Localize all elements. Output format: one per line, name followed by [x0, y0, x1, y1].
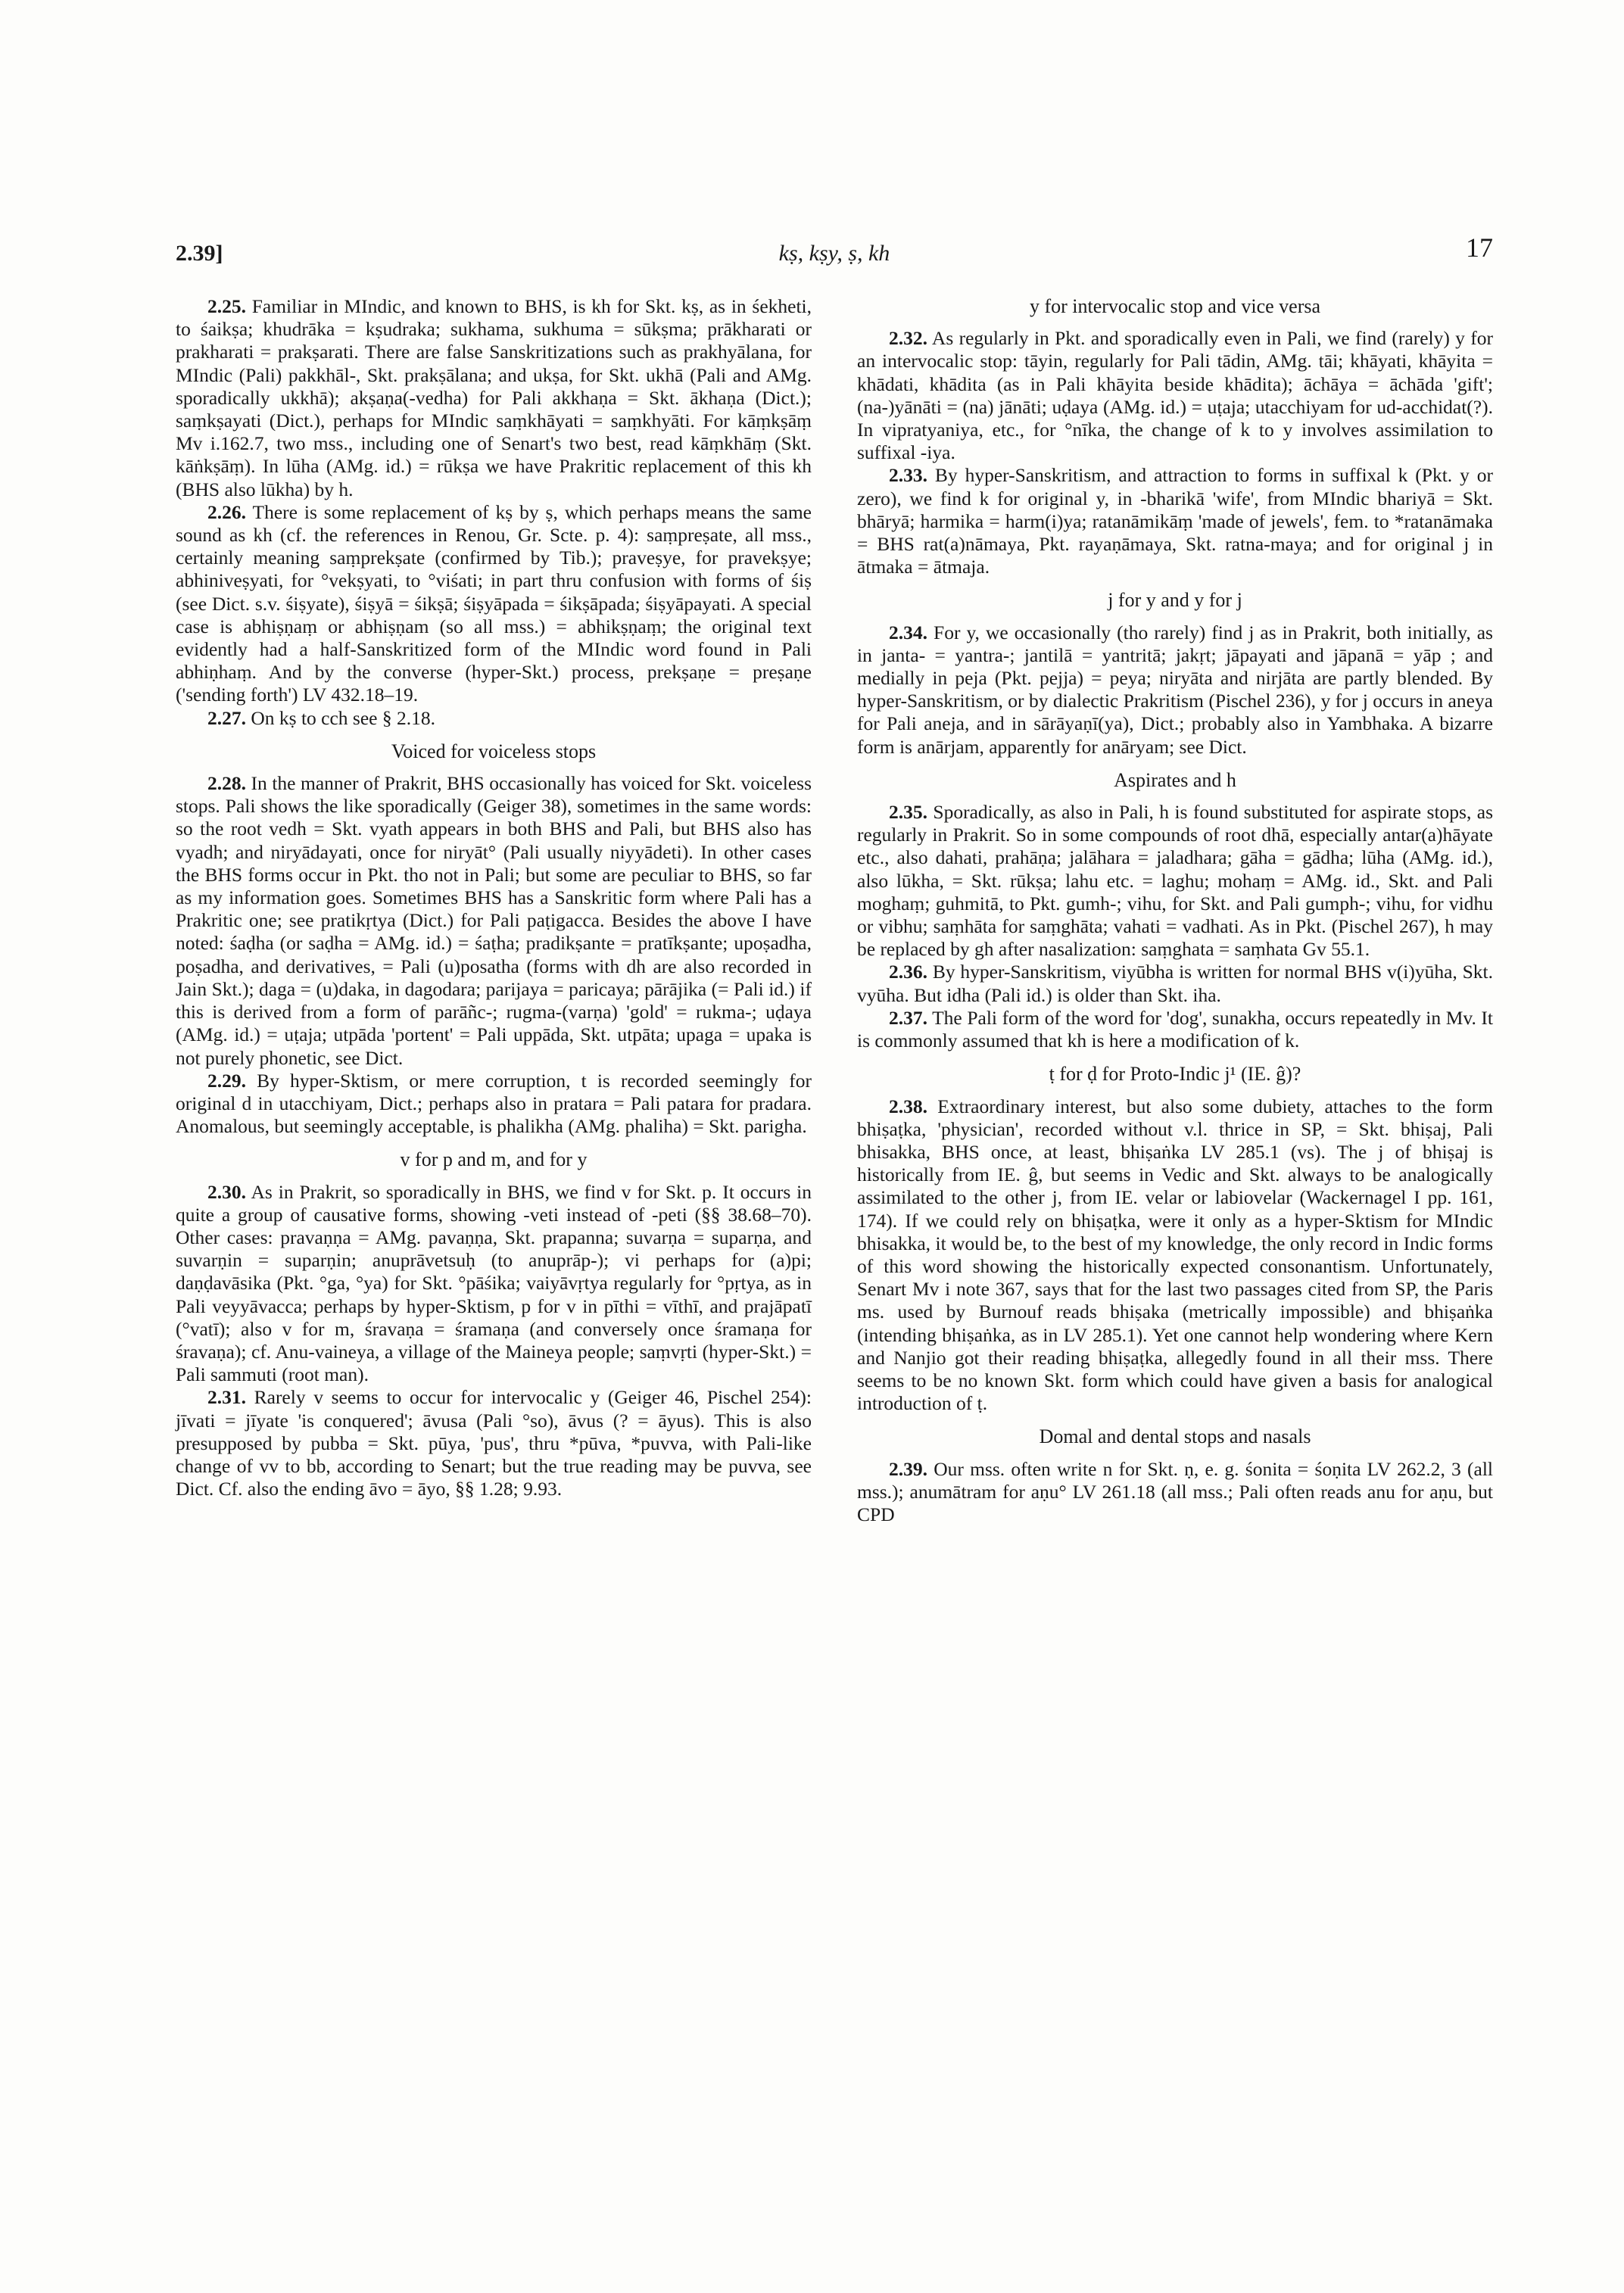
paragraph-number: 2.34. — [889, 621, 927, 643]
paragraph — [857, 961, 1493, 1006]
paragraph — [176, 772, 812, 1070]
paragraph-text: There is some replacement of kṣ by ṣ, which perhaps means the same sound as kh (cf. the references in Renou, Gr. Scte. p. 4): saṃpreṣate, all mss., certainly meaning saṃprekṣate (confirmed by Tib.); praveṣye, for pravekṣye; abhiniveṣyati, for °vekṣyati, to °viśati; in part thru confusion with forms of śiṣ (see Dict. s.v. śiṣyate), śiṣyā = śikṣā; śiṣyāpada = śikṣāpada; śiṣyāpayati. A special case is abhiṣṇaṃ or abhiṣṇam (so all mss.) = abhikṣṇaṃ; the original text evidently had a half-Sanskritized form of the MIndic word found in Pali abhiṇhaṃ. And by the converse (hyper-Skt.) process, prekṣaṇe = preṣaṇe ('sending forth') LV 432.18–19. — [176, 500, 812, 706]
paragraph — [176, 295, 812, 501]
paragraph-text: In the manner of Prakrit, BHS occasionally has voiced for Skt. voiceless stops. Pali shows the like sporadically (Geiger 38), sometimes in the same words: so the root vedh = Skt. vyath appears in both BHS and Pali, but BHS also has vyadh; and niryādayati, once for niryāt° (Pali usually niyyādeti). In other cases the BHS forms occur in Pkt. tho not in Pali; but some are peculiar to BHS, so far as my information goes. Sometimes BHS has a Sanskritic form where Pali has a Prakritic one; see pratikṛtya (Dict.) for Pali paṭigacca. Besides the above I have noted: śaḍha (or saḍha = AMg. id.) = śaṭha; pradikṣante = pratīkṣante; upoṣadha, poṣadha, and derivatives, = Pali (u)posatha (forms with dh are also recorded in Jain Skt.); daga = (u)daka, in dagodara; parijaya = paricaya; pārājika (= Pali id.) if this is derived from a form of parāñc-; rugma-(varṇa) 'gold' = rukma-; uḍaya (AMg. id.) = uṭaja; utpāda 'portent' = Pali uppāda, Skt. utpāta; upaga = upaka is not purely phonetic, see Dict. — [176, 772, 812, 1069]
paragraph-text: Extraordinary interest, but also some dubiety, attaches to the form bhiṣaṭka, 'physician', recorded without v.l. thrice in SP, = Skt. bhiṣaj, Pali bhisakka, BHS once, at least, bhiṣaṅka LV 285.1 (vs). The j of bhiṣaj is historically from IE. ĝ, but seems in Vedic and Skt. always to be analogically assimilated to the other j, from IE. velar or labiovelar (Wackernagel I pp. 161, 174). If we could rely on bhiṣaṭka, were it only as a hyper-Sktism for MIndic bhisakka, it would be, to the best of my knowledge, the only record in Indic forms of this word showing the historically expected consonantism. Unfortunately, Senart Mv i note 367, says that for the last two passages cited from SP, the Paris ms. used by Burnouf reads bhiṣaka (metrically impossible) and bhiṣaṅka (intending bhiṣaṅka, as in LV 285.1). Yet one cannot help wondering where Kern and Nanjio got their reading bhiṣaṭka, allegedly found in all their mss. There seems to be no known Skt. form which could have given a basis for analogical introduction of ṭ. — [857, 1095, 1493, 1415]
right-column — [857, 295, 1493, 1526]
paragraph-text: Sporadically, as also in Pali, h is found substituted for aspirate stops, as regularly in Prakrit. So in some compounds of root dhā, especially antar(a)hāyate etc., also dahati, prahāṇa; jalāhara = jaladhara; gāha = gādha; lūha (AMg. id.), also lūkha, = Skt. rūkṣa; lahu etc. = laghu; mohaṃ = AMg. id., Skt. and Pali moghaṃ; guhmitā, to Pkt. gumh-; vihu, for Skt. and Pali gumph-; vihu, for vidhu or vibhu; saṃhāta for saṃghāta; vahati = vadhati. As in Pkt. (Pischel 267), h may be replaced by gh after nasalization: saṃghata = saṃhata Gv 55.1. — [857, 801, 1493, 961]
paragraph-text: Rarely v seems to occur for intervocalic y (Geiger 46, Pischel 254): jīvati = jīyate 'is conquered'; āvusa (Pali °so), āvus (? = āyus). This is also presupposed by pubba = Skt. pūya, 'pus', thru *pūva, *puvva, with Pali-like change of vv to bb, according to Senart; but the true reading may be puvva, see Dict. Cf. also the ending āvo = āyo, §§ 1.28; 9.93. — [176, 1386, 812, 1500]
section-heading: y for intervocalic stop and vice versa — [1029, 295, 1321, 317]
section-heading: j for y and y for j — [1108, 589, 1242, 612]
paragraph-number: 2.29. — [207, 1069, 246, 1092]
paragraph-text: As in Prakrit, so sporadically in BHS, we find v for Skt. p. It occurs in quite a group of causative forms, showing -veti instead of -peti (§§ 38.68–70). Other cases: pravaṇṇa = AMg. pavaṇṇa, Skt. prapanna; suvarṇa = suparṇa, and suvarṇin = suparṇin; anuprāvetsuḥ (to anuprāp-); vi perhaps for (a)pi; daṇḍavāsika (Pkt. °ga, °ya) for Skt. °pāśika; vaiyāvṛtya regularly for °pṛtya, as in Pali veyyāvacca; perhaps by hyper-Sktism, p for v in pīthi = vīthī, and prajāpatī (°vatī); also v for m, śravaṇa = śramaṇa (and conversely once śramaṇa for śravaṇa); cf. Anu-vaineya, a village of the Maineya people; saṃvṛti (hyper-Skt.) = Pali sammuti (root man). — [176, 1180, 812, 1386]
paragraph — [176, 1070, 812, 1139]
section-heading: v for p and m, and for y — [400, 1148, 588, 1171]
paragraph-number: 2.30. — [207, 1180, 246, 1203]
section-ref: 2.39] — [176, 241, 223, 266]
paragraph-text: The Pali form of the word for 'dog', sunakha, occurs repeatedly in Mv. It is commonly assumed that kh is here a modification of k. — [857, 1006, 1493, 1052]
paragraph — [857, 464, 1493, 578]
paragraph-number: 2.35. — [889, 801, 927, 824]
paragraph-text: Our mss. often write n for Skt. ṇ, e. g. śonita = śoṇita LV 262.2, 3 (all mss.); anumātram for aṇu° LV 261.18 (all mss.; Pali often reads anu for aṇu, but CPD — [857, 1457, 1493, 1525]
paragraph-number: 2.27. — [207, 706, 246, 729]
section-heading: Domal and dental stops and nasals — [1039, 1425, 1311, 1448]
section-heading: ṭ for ḍ for Proto-Indic j¹ (IE. ĝ)? — [1049, 1063, 1301, 1086]
paragraph-text: By hyper-Sanskritism, and attraction to forms in suffixal k (Pkt. y or zero), we find k for original y, in -bharikā 'wife', from MIndic bhariyā = Skt. bhāryā; harmika = harm(i)ya; ratanāmikāṃ 'made of jewels', fem. to *ratanāmaka = BHS rat(a)nāmaya, Pkt. rayaṇāmaya, Skt. ratna-maya; and for original j in ātmaka = ātmaja. — [857, 464, 1493, 578]
paragraph-number: 2.32. — [889, 327, 927, 350]
paragraph-text: For y, we occasionally (tho rarely) find j as in Prakrit, both initially, as in janta- = yantra-; jantilā = yantritā; jakṛt; jāpayati and jāpanā = yāp ; and medially in peja (Pkt. pejja) = peya; niryāta and nirjāta are partly blended. By hyper-Sanskritism, or by dialectic Prakritism (Pischel 236), y for j occurs in aneya for Pali aneja, and in sārāyaṇī(ya), Dict.; probably also in Yambhaka. A bizarre form is anārjam, apparently for anāryam; see Dict. — [857, 621, 1493, 758]
paragraph-number: 2.28. — [207, 772, 246, 795]
section-heading: Aspirates and h — [1114, 768, 1236, 791]
paragraph-text: On kṣ to cch see § 2.18. — [246, 706, 435, 729]
section-heading: Voiced for voiceless stops — [391, 740, 597, 762]
paragraph — [857, 801, 1493, 961]
paragraph-number: 2.26. — [207, 500, 246, 523]
paragraph — [857, 1095, 1493, 1416]
paragraph — [857, 1007, 1493, 1052]
paragraph — [857, 622, 1493, 759]
paragraph-text: By hyper-Sktism, or mere corruption, t is recorded seemingly for original d in utacchiyam, Dict.; perhaps also in pratara = Pali patara for pradara. Anomalous, but seemingly acceptable, is phalikha (AMg. phaliha) = Skt. parigha. — [176, 1069, 812, 1138]
paragraph-number: 2.33. — [889, 464, 927, 487]
paragraph — [857, 327, 1493, 464]
paragraph-number: 2.37. — [889, 1006, 927, 1029]
left-column — [176, 295, 812, 1500]
paragraph-number: 2.38. — [889, 1095, 927, 1117]
paragraph — [176, 1181, 812, 1387]
paragraph — [176, 501, 812, 707]
page-header — [176, 232, 1493, 286]
paragraph-text: By hyper-Sanskritism, viyūbha is written for normal BHS v(i)yūha, Skt. vyūha. But idha (Pali id.) is older than Skt. iha. — [857, 961, 1493, 1006]
paragraph — [176, 1386, 812, 1500]
paragraph-number: 2.36. — [889, 961, 927, 983]
running-title: kṣ, kṣy, ṣ, kh — [778, 241, 890, 266]
paragraph-text: As regularly in Pkt. and sporadically even in Pali, we find (rarely) y for an intervocalic stop: tāyin, regularly for Pali tādin, AMg. tāi; khāyati, khāyita = khādati, khādita (as in Pali khāyita beside khādita); āchāya = āchāda 'gift'; (na-)yānāti = (na) jānāti; uḍaya (AMg. id.) = uṭaja; utacchiyam for ud-acchidat(?). In vipratyaniya, etc., for °nīka, the change of k to y involves assimilation to suffixal -iya. — [857, 327, 1493, 464]
paragraph — [176, 707, 812, 730]
paragraph-number: 2.39. — [889, 1457, 927, 1480]
paragraph-text: Familiar in MIndic, and known to BHS, is kh for Skt. kṣ, as in śekheti, to śaikṣa; khudrāka = kṣudraka; sukhama, sukhuma = sūkṣma; prākharati or prakharati = prakṣarati. There are false Sanskritizations such as prakhyālana, for MIndic (Pali) pakkhāl-, Skt. prakṣālana; and ukṣa, for Skt. ukhā (Pali and AMg. sporadically ukkhā); akṣaṇa(-vedha) for Pali akkhaṇa = Skt. ākhaṇa (Dict.); saṃkṣayati (Dict.), perhaps for MIndic saṃkhāyati = saṃkhyāti. For kāṃkṣāṃ Mv i.162.7, two mss., including one of Senart's two best, read kāṃkhāṃ (Skt. kāṅkṣāṃ). In lūha (AMg. id.) = rūkṣa we have Prakritic replacement of this kh (BHS also lūkha) by h. — [176, 295, 812, 500]
paragraph — [857, 1458, 1493, 1527]
paragraph-number: 2.31. — [207, 1386, 246, 1409]
paragraph-number: 2.25. — [207, 295, 246, 317]
page-number: 17 — [1466, 232, 1493, 263]
